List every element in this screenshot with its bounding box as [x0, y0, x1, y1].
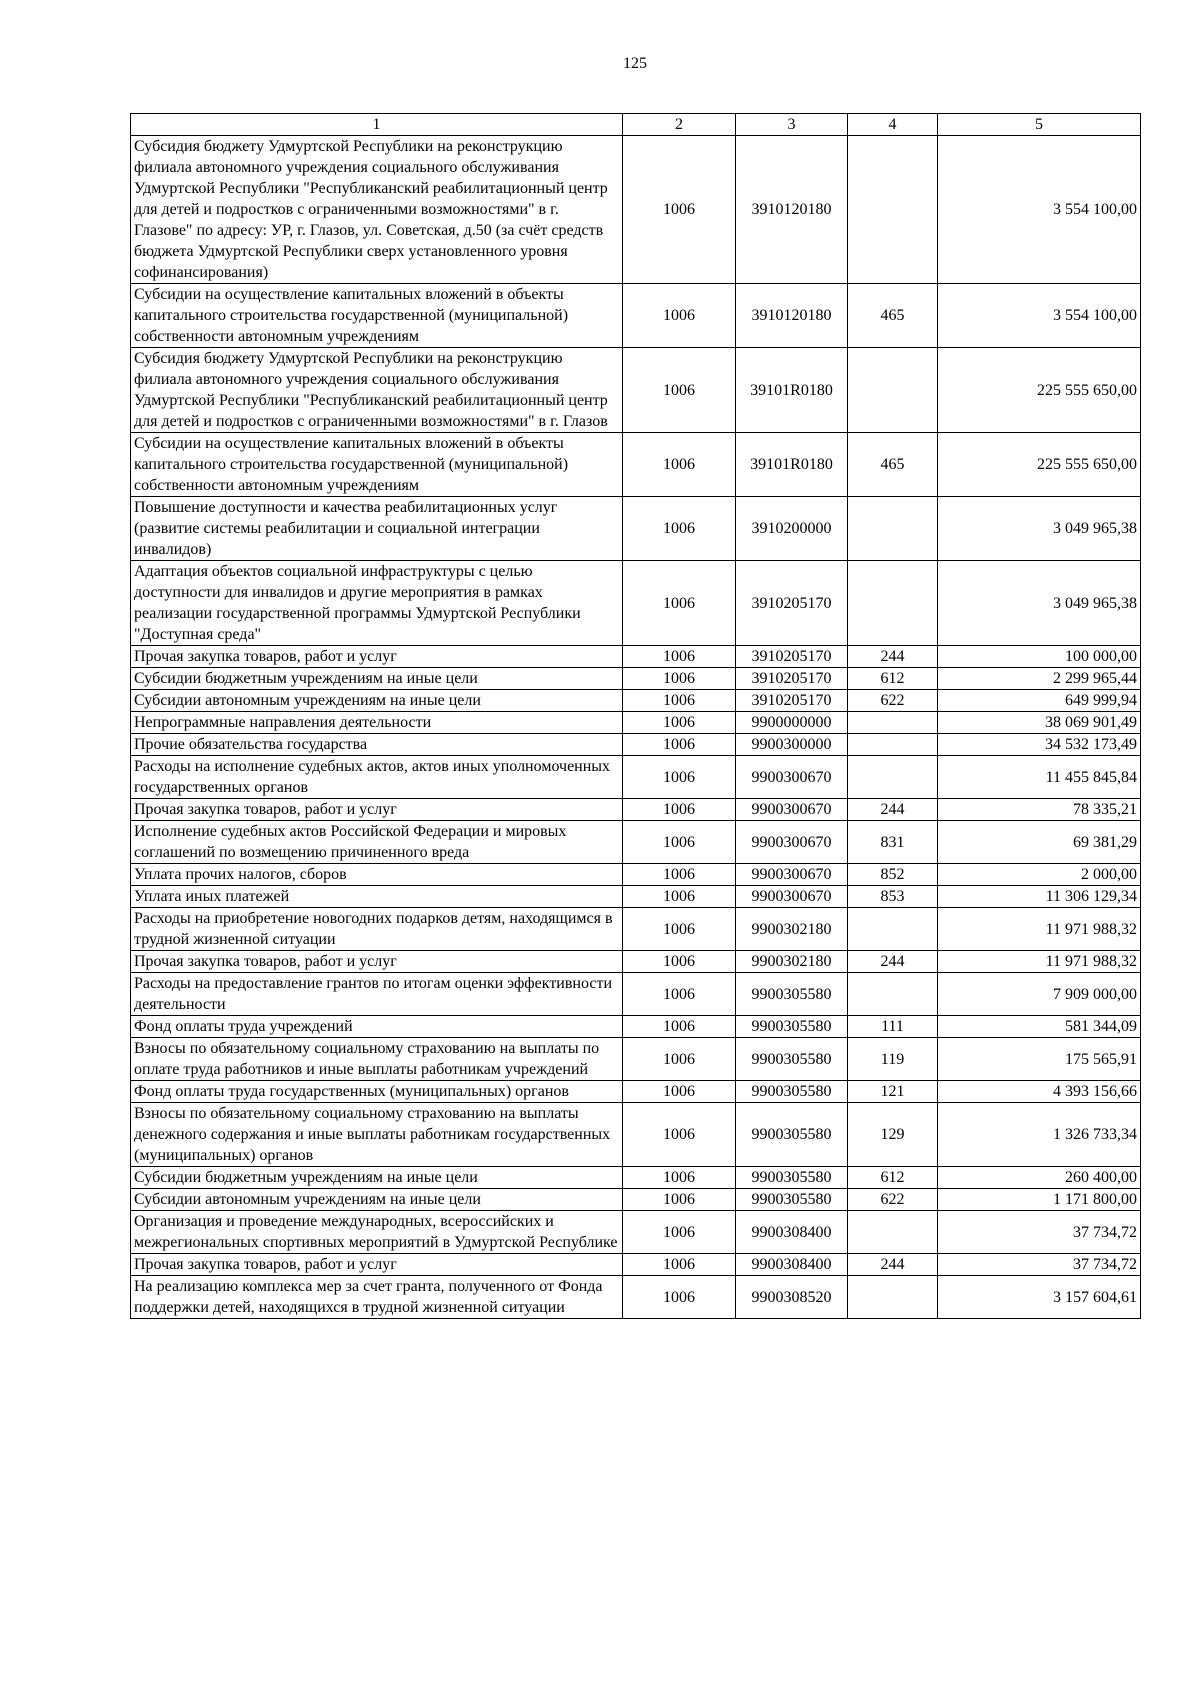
cell-name: Субсидия бюджету Удмуртской Республики на реконструкцию филиала автономного учреждения социального обслуживания Удмуртской Республики "Республиканский реабилитационный центр для детей и подростков с ограниченными возможностями" в г. Глазове" по адресу: УР, г. Глазов, ул. Советская, д.50 (за счёт средств бюджета Удмуртской Республики сверх установленного уровня софинансирования): [131, 136, 623, 284]
cell-amount: 11 971 988,32: [938, 908, 1141, 951]
cell-target-article: 9900305580: [736, 1103, 848, 1167]
cell-expense-type: 119: [848, 1038, 938, 1081]
cell-target-article: 9900308400: [736, 1254, 848, 1276]
cell-target-article: 9900300670: [736, 886, 848, 908]
cell-amount: 7 909 000,00: [938, 973, 1141, 1016]
cell-name: Организация и проведение международных, всероссийских и межрегиональных спортивных мероприятий в Удмуртской Республике: [131, 1211, 623, 1254]
table-row: [131, 799, 1141, 821]
cell-target-article: 9900308400: [736, 1211, 848, 1254]
cell-section: 1006: [623, 1103, 736, 1167]
cell-target-article: 3910120180: [736, 136, 848, 284]
cell-section: 1006: [623, 646, 736, 668]
cell-target-article: 9900305580: [736, 1081, 848, 1103]
cell-section: 1006: [623, 886, 736, 908]
cell-name: Субсидия бюджету Удмуртской Республики на реконструкцию филиала автономного учреждения социального обслуживания Удмуртской Республики "Республиканский реабилитационный центр для детей и подростков с ограниченными возможностями" в г. Глазов: [131, 348, 623, 433]
cell-section: 1006: [623, 1189, 736, 1211]
table-row: [131, 284, 1141, 348]
table-row: [131, 1167, 1141, 1189]
cell-name: Субсидии бюджетным учреждениям на иные цели: [131, 1167, 623, 1189]
cell-amount: 11 455 845,84: [938, 756, 1141, 799]
table-row: [131, 433, 1141, 497]
cell-section: 1006: [623, 690, 736, 712]
cell-expense-type: 111: [848, 1016, 938, 1038]
table-row: [131, 864, 1141, 886]
table-row: [131, 497, 1141, 561]
cell-name: Исполнение судебных актов Российской Федерации и мировых соглашений по возмещению причиненного вреда: [131, 821, 623, 864]
cell-target-article: 9900300670: [736, 864, 848, 886]
column-header-2: 2: [623, 114, 736, 136]
column-header-1: 1: [131, 114, 623, 136]
cell-expense-type: [848, 734, 938, 756]
table-row: [131, 951, 1141, 973]
cell-amount: 11 306 129,34: [938, 886, 1141, 908]
column-header-3: 3: [736, 114, 848, 136]
table-row: [131, 756, 1141, 799]
cell-expense-type: 244: [848, 1254, 938, 1276]
cell-amount: 1 171 800,00: [938, 1189, 1141, 1211]
cell-section: 1006: [623, 1038, 736, 1081]
cell-target-article: 9900300000: [736, 734, 848, 756]
table-row: [131, 136, 1141, 284]
cell-target-article: 39101R0180: [736, 348, 848, 433]
cell-expense-type: 129: [848, 1103, 938, 1167]
cell-name: Фонд оплаты труда государственных (муниципальных) органов: [131, 1081, 623, 1103]
cell-name: Взносы по обязательному социальному страхованию на выплаты денежного содержания и иные выплаты работникам государственных (муниципальных) органов: [131, 1103, 623, 1167]
cell-section: 1006: [623, 1167, 736, 1189]
cell-name: Адаптация объектов социальной инфраструктуры с целью доступности для инвалидов и другие мероприятия в рамках реализации государственной программы Удмуртской Республики "Доступная среда": [131, 561, 623, 646]
cell-target-article: 9900305580: [736, 973, 848, 1016]
cell-amount: 37 734,72: [938, 1211, 1141, 1254]
table-row: [131, 734, 1141, 756]
table-row: [131, 348, 1141, 433]
cell-expense-type: [848, 973, 938, 1016]
cell-expense-type: [848, 497, 938, 561]
cell-section: 1006: [623, 433, 736, 497]
cell-target-article: 3910205170: [736, 690, 848, 712]
cell-name: Прочие обязательства государства: [131, 734, 623, 756]
cell-section: 1006: [623, 951, 736, 973]
cell-amount: 34 532 173,49: [938, 734, 1141, 756]
table-row: [131, 1254, 1141, 1276]
table-row: [131, 1276, 1141, 1319]
table-row: [131, 1211, 1141, 1254]
cell-name: На реализацию комплекса мер за счет гранта, полученного от Фонда поддержки детей, находящихся в трудной жизненной ситуации: [131, 1276, 623, 1319]
cell-expense-type: [848, 756, 938, 799]
cell-target-article: 3910205170: [736, 668, 848, 690]
table-row: [131, 1038, 1141, 1081]
cell-name: Повышение доступности и качества реабилитационных услуг (развитие системы реабилитации и социальной интеграции инвалидов): [131, 497, 623, 561]
cell-amount: 100 000,00: [938, 646, 1141, 668]
cell-target-article: 9900305580: [736, 1016, 848, 1038]
cell-section: 1006: [623, 668, 736, 690]
cell-section: 1006: [623, 973, 736, 1016]
cell-amount: 69 381,29: [938, 821, 1141, 864]
cell-section: 1006: [623, 756, 736, 799]
budget-table: [130, 113, 1141, 1319]
cell-name: Прочая закупка товаров, работ и услуг: [131, 799, 623, 821]
cell-expense-type: 831: [848, 821, 938, 864]
cell-name: Субсидии автономным учреждениям на иные цели: [131, 690, 623, 712]
cell-name: Прочая закупка товаров, работ и услуг: [131, 1254, 623, 1276]
table-header-row: [131, 114, 1141, 136]
cell-amount: 4 393 156,66: [938, 1081, 1141, 1103]
cell-amount: 225 555 650,00: [938, 433, 1141, 497]
cell-section: 1006: [623, 1081, 736, 1103]
cell-name: Непрограммные направления деятельности: [131, 712, 623, 734]
cell-section: 1006: [623, 908, 736, 951]
cell-expense-type: 465: [848, 433, 938, 497]
cell-target-article: 9900000000: [736, 712, 848, 734]
cell-section: 1006: [623, 136, 736, 284]
table-row: [131, 1016, 1141, 1038]
cell-name: Субсидии бюджетным учреждениям на иные цели: [131, 668, 623, 690]
cell-amount: 581 344,09: [938, 1016, 1141, 1038]
column-header-4: 4: [848, 114, 938, 136]
cell-expense-type: 622: [848, 690, 938, 712]
cell-section: 1006: [623, 712, 736, 734]
cell-name: Субсидии на осуществление капитальных вложений в объекты капитального строительства государственной (муниципальной) собственности автономным учреждениям: [131, 284, 623, 348]
cell-section: 1006: [623, 1276, 736, 1319]
cell-target-article: 9900300670: [736, 756, 848, 799]
cell-expense-type: [848, 712, 938, 734]
cell-target-article: 9900308520: [736, 1276, 848, 1319]
cell-name: Субсидии автономным учреждениям на иные цели: [131, 1189, 623, 1211]
cell-name: Субсидии на осуществление капитальных вложений в объекты капитального строительства государственной (муниципальной) собственности автономным учреждениям: [131, 433, 623, 497]
table-row: [131, 908, 1141, 951]
table-row: [131, 1081, 1141, 1103]
cell-name: Расходы на приобретение новогодних подарков детям, находящимся в трудной жизненной ситуации: [131, 908, 623, 951]
cell-amount: 649 999,94: [938, 690, 1141, 712]
cell-name: Взносы по обязательному социальному страхованию на выплаты по оплате труда работников и иные выплаты работникам учреждений: [131, 1038, 623, 1081]
cell-target-article: 3910205170: [736, 646, 848, 668]
cell-target-article: 9900302180: [736, 908, 848, 951]
cell-amount: 175 565,91: [938, 1038, 1141, 1081]
cell-target-article: 9900300670: [736, 821, 848, 864]
cell-target-article: 9900305580: [736, 1167, 848, 1189]
cell-expense-type: 121: [848, 1081, 938, 1103]
cell-section: 1006: [623, 284, 736, 348]
cell-expense-type: 852: [848, 864, 938, 886]
cell-section: 1006: [623, 1254, 736, 1276]
cell-section: 1006: [623, 1211, 736, 1254]
table-row: [131, 668, 1141, 690]
cell-section: 1006: [623, 821, 736, 864]
cell-target-article: 9900302180: [736, 951, 848, 973]
cell-expense-type: [848, 1276, 938, 1319]
cell-amount: 3 554 100,00: [938, 284, 1141, 348]
cell-section: 1006: [623, 348, 736, 433]
cell-section: 1006: [623, 799, 736, 821]
cell-amount: 3 554 100,00: [938, 136, 1141, 284]
cell-expense-type: 622: [848, 1189, 938, 1211]
cell-amount: 3 157 604,61: [938, 1276, 1141, 1319]
cell-amount: 1 326 733,34: [938, 1103, 1141, 1167]
cell-amount: 2 299 965,44: [938, 668, 1141, 690]
cell-target-article: 39101R0180: [736, 433, 848, 497]
cell-amount: 3 049 965,38: [938, 497, 1141, 561]
cell-expense-type: [848, 136, 938, 284]
cell-amount: 260 400,00: [938, 1167, 1141, 1189]
cell-target-article: 3910205170: [736, 561, 848, 646]
cell-amount: 225 555 650,00: [938, 348, 1141, 433]
table-row: [131, 690, 1141, 712]
cell-expense-type: 244: [848, 951, 938, 973]
cell-section: 1006: [623, 1016, 736, 1038]
table-row: [131, 973, 1141, 1016]
cell-amount: 2 000,00: [938, 864, 1141, 886]
table-row: [131, 561, 1141, 646]
cell-expense-type: 612: [848, 668, 938, 690]
cell-amount: 37 734,72: [938, 1254, 1141, 1276]
cell-section: 1006: [623, 561, 736, 646]
cell-target-article: 3910120180: [736, 284, 848, 348]
cell-expense-type: 853: [848, 886, 938, 908]
table-row: [131, 646, 1141, 668]
cell-amount: 78 335,21: [938, 799, 1141, 821]
cell-name: Прочая закупка товаров, работ и услуг: [131, 951, 623, 973]
table-row: [131, 886, 1141, 908]
cell-amount: 38 069 901,49: [938, 712, 1141, 734]
cell-name: Уплата иных платежей: [131, 886, 623, 908]
cell-expense-type: 244: [848, 799, 938, 821]
table-body: [131, 136, 1141, 1319]
table-row: [131, 1103, 1141, 1167]
cell-section: 1006: [623, 864, 736, 886]
table-row: [131, 712, 1141, 734]
cell-target-article: 9900305580: [736, 1189, 848, 1211]
cell-expense-type: [848, 908, 938, 951]
cell-amount: 11 971 988,32: [938, 951, 1141, 973]
cell-expense-type: 612: [848, 1167, 938, 1189]
cell-expense-type: 244: [848, 646, 938, 668]
column-header-5: 5: [938, 114, 1141, 136]
cell-section: 1006: [623, 497, 736, 561]
cell-name: Расходы на предоставление грантов по итогам оценки эффективности деятельности: [131, 973, 623, 1016]
cell-expense-type: [848, 348, 938, 433]
cell-target-article: 3910200000: [736, 497, 848, 561]
cell-name: Расходы на исполнение судебных актов, актов иных уполномоченных государственных органов: [131, 756, 623, 799]
table-row: [131, 821, 1141, 864]
cell-name: Фонд оплаты труда учреждений: [131, 1016, 623, 1038]
cell-target-article: 9900305580: [736, 1038, 848, 1081]
cell-expense-type: [848, 1211, 938, 1254]
cell-expense-type: 465: [848, 284, 938, 348]
cell-target-article: 9900300670: [736, 799, 848, 821]
cell-section: 1006: [623, 734, 736, 756]
cell-amount: 3 049 965,38: [938, 561, 1141, 646]
page-number: 125: [623, 55, 647, 72]
cell-name: Прочая закупка товаров, работ и услуг: [131, 646, 623, 668]
cell-expense-type: [848, 561, 938, 646]
table-row: [131, 1189, 1141, 1211]
cell-name: Уплата прочих налогов, сборов: [131, 864, 623, 886]
